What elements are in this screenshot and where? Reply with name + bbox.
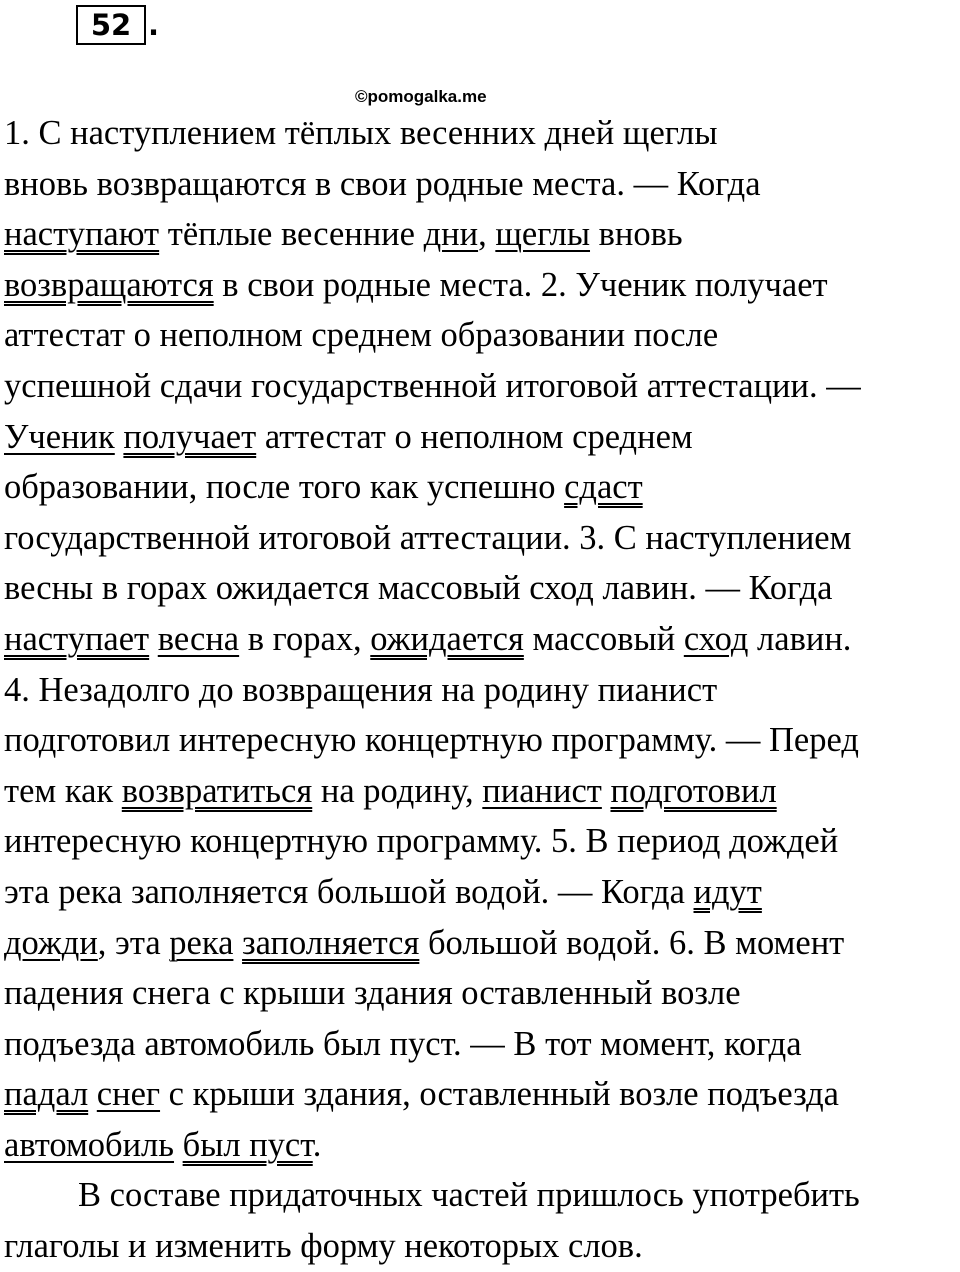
predicate-word: получает	[123, 417, 257, 456]
text-segment: большой водой. 6. В момент	[419, 923, 845, 962]
text-line	[4, 968, 960, 1019]
text-segment: 4. Незадолго до возвращения на родину пианист	[4, 670, 718, 709]
text-line	[4, 715, 960, 766]
text-line	[4, 260, 960, 311]
text-segment: падения снега с крыши здания оставленный возле	[4, 974, 741, 1013]
subject-word: снег	[96, 1075, 161, 1114]
subject-word: пианист	[482, 771, 602, 810]
predicate-word: заполняется	[242, 923, 420, 962]
text-line	[4, 665, 960, 716]
answer-text	[4, 108, 960, 1272]
text-segment: подготовил интересную концертную программу. — Перед	[4, 721, 859, 760]
predicate-word: сдаст	[564, 468, 643, 507]
text-segment: аттестат о неполном среднем образовании после	[4, 316, 719, 355]
predicate-word: падал	[4, 1075, 89, 1114]
text-segment: вновь	[590, 215, 683, 254]
text-segment	[149, 620, 158, 658]
text-line	[4, 1069, 960, 1120]
text-segment	[88, 1075, 97, 1113]
subject-word: Ученик	[4, 417, 115, 456]
text-segment: , эта	[97, 923, 170, 962]
text-segment: с крыши здания, оставленный возле подъезда	[160, 1075, 839, 1114]
text-line	[4, 1170, 960, 1221]
predicate-word: ожидается	[370, 619, 524, 658]
exercise-number: 52	[76, 5, 146, 45]
text-segment: тем как	[4, 771, 122, 810]
text-line	[4, 1019, 960, 1070]
text-line	[4, 1221, 960, 1272]
predicate-word: был пуст	[182, 1125, 313, 1164]
text-line	[4, 209, 960, 260]
text-segment	[174, 1126, 183, 1164]
text-line	[4, 614, 960, 665]
subject-word: дни	[423, 215, 479, 254]
text-line	[4, 766, 960, 817]
text-line	[4, 412, 960, 463]
subject-word: река	[169, 923, 234, 962]
text-line	[4, 310, 960, 361]
text-line	[4, 867, 960, 918]
text-segment: аттестат о неполном среднем	[256, 417, 693, 456]
subject-word: весна	[157, 619, 240, 658]
text-segment: .	[312, 1125, 322, 1164]
subject-word: дожди	[4, 923, 98, 962]
predicate-word: идут	[693, 872, 762, 911]
text-segment: эта река заполняется большой водой. — Когда	[4, 872, 694, 911]
text-segment: ,	[478, 215, 496, 254]
text-segment: массовый	[523, 619, 684, 658]
text-segment: 1. С наступлением тёплых весенних дней щеглы	[4, 114, 718, 152]
text-segment: в свои родные места. 2. Ученик получает	[213, 265, 828, 304]
predicate-word: возвратиться	[121, 771, 313, 810]
watermark: ©pomogalka.me	[355, 87, 487, 106]
text-line	[4, 1120, 960, 1171]
predicate-word: наступает	[4, 619, 150, 658]
text-line	[4, 108, 960, 159]
text-segment: В составе придаточных частей пришлось употребить	[78, 1176, 860, 1215]
predicate-word: подготовил	[610, 771, 777, 810]
text-segment: интересную концертную программу. 5. В период дождей	[4, 822, 839, 861]
text-segment: лавин.	[748, 619, 852, 658]
exercise-number-dot: .	[148, 8, 160, 42]
text-line	[4, 361, 960, 412]
text-line	[4, 462, 960, 513]
text-segment: подъезда автомобиль был пуст. — В тот момент, когда	[4, 1024, 802, 1063]
subject-word: сход	[683, 619, 749, 658]
text-line	[4, 159, 960, 210]
text-line	[4, 918, 960, 969]
predicate-word: наступают	[4, 215, 160, 254]
subject-word: автомобиль	[4, 1125, 175, 1164]
text-segment: успешной сдачи государственной итоговой аттестации. —	[4, 366, 861, 405]
text-segment: вновь возвращаются в свои родные места. — Когда	[4, 164, 761, 203]
text-line	[4, 816, 960, 867]
text-line	[4, 513, 960, 564]
text-segment: государственной итоговой аттестации. 3. С наступлением	[4, 518, 852, 557]
text-segment: в горах,	[239, 619, 371, 658]
text-segment	[233, 924, 242, 962]
text-segment: весны в горах ожидается массовый сход лавин. — Когда	[4, 569, 833, 608]
text-segment: образовании, после того как успешно	[4, 468, 565, 507]
text-segment: глаголы и изменить форму некоторых слов.	[4, 1227, 643, 1266]
predicate-word: возвращаются	[4, 265, 214, 304]
subject-word: щеглы	[495, 215, 591, 254]
text-line	[4, 563, 960, 614]
text-segment: тёплые весенние	[159, 215, 424, 254]
text-segment: на родину,	[312, 771, 483, 810]
